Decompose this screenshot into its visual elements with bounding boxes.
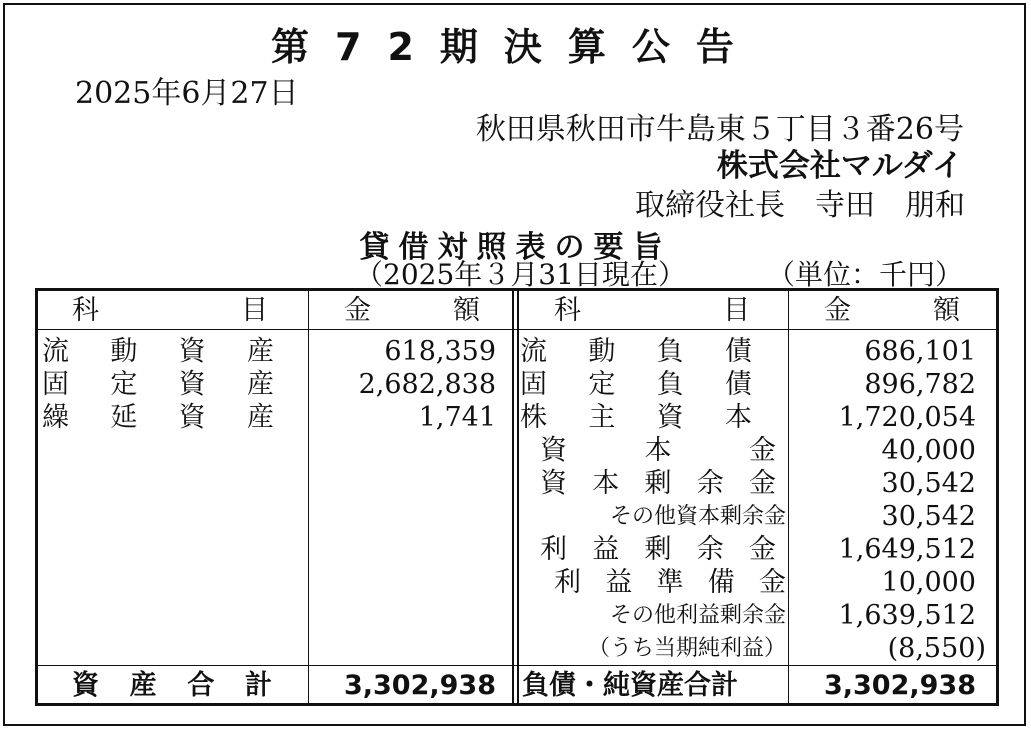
equity-value: 1,720,054 <box>838 402 976 433</box>
total-divider <box>38 665 996 666</box>
equity-label: 利 益 準 備 金 <box>554 567 786 598</box>
header-subject-right <box>554 294 750 327</box>
column-divider <box>512 291 514 703</box>
equity-label: 資 本 金 <box>540 435 776 466</box>
equity-value: 1,639,512 <box>838 600 976 631</box>
company-name: 株式会社マルダイ <box>716 148 963 184</box>
notice-date: 2025年6月27日 <box>75 76 299 111</box>
as-of-date: （2025年３月31日現在） <box>355 258 686 291</box>
header-text: 目 <box>723 295 750 326</box>
balance-sheet-table <box>35 288 999 706</box>
equity-label: その他利益剰余金 <box>609 603 786 628</box>
header-text: 科 <box>554 295 581 326</box>
equity-value: 10,000 <box>881 567 976 598</box>
header-subject-left <box>72 294 268 327</box>
asset-value: 2,682,838 <box>358 369 496 400</box>
notice-title: 第72期決算公告 <box>271 25 760 69</box>
liability-label: 固 定 負 債 <box>520 369 752 400</box>
equity-label: （うち当期純利益） <box>587 636 786 661</box>
column-divider <box>788 291 789 703</box>
asset-label: 固 定 資 産 <box>42 369 274 400</box>
liability-label: 流 動 負 債 <box>520 336 752 367</box>
header-text: 金 <box>824 295 851 326</box>
asset-label: 流 動 資 産 <box>42 336 274 367</box>
header-divider <box>38 329 996 330</box>
total-assets-value: 3,302,938 <box>343 670 496 701</box>
header-text: 科 <box>72 295 99 326</box>
total-liabilities-equity-label: 負債・純資産合計 <box>522 670 738 701</box>
equity-value: 30,542 <box>881 501 976 532</box>
total-liabilities-equity-value: 3,302,938 <box>823 670 976 701</box>
equity-label: 株 主 資 本 <box>520 402 752 433</box>
equity-value: (8,550) <box>887 633 986 664</box>
header-text: 額 <box>933 295 960 326</box>
equity-label: 資 本 剰 余 金 <box>540 468 776 499</box>
header-text: 金 <box>344 295 371 326</box>
header-amount-left <box>344 294 480 327</box>
asset-value: 618,359 <box>384 336 496 367</box>
header-text: 目 <box>241 295 268 326</box>
company-address: 秋田県秋田市牛島東５丁目３番26号 <box>475 112 964 147</box>
equity-value: 40,000 <box>881 435 976 466</box>
asset-value: 1,741 <box>418 402 496 433</box>
representative: 取締役社長 寺田 朋和 <box>635 188 965 223</box>
asset-label: 繰 延 資 産 <box>42 402 274 433</box>
header-amount-right <box>824 294 960 327</box>
equity-value: 1,649,512 <box>838 534 976 565</box>
balance-sheet-title: 貸借対照表の要旨 <box>359 230 672 265</box>
liability-value: 896,782 <box>864 369 976 400</box>
equity-value: 30,542 <box>881 468 976 499</box>
header-text: 額 <box>453 295 480 326</box>
unit-label: （単位：千円） <box>766 258 963 291</box>
equity-label: 利 益 剰 余 金 <box>540 534 776 565</box>
total-assets-label: 資 産 合 計 <box>72 670 272 701</box>
equity-label: その他資本剰余金 <box>609 504 786 529</box>
liability-value: 686,101 <box>864 336 976 367</box>
column-divider <box>308 291 309 703</box>
column-divider <box>517 291 519 703</box>
